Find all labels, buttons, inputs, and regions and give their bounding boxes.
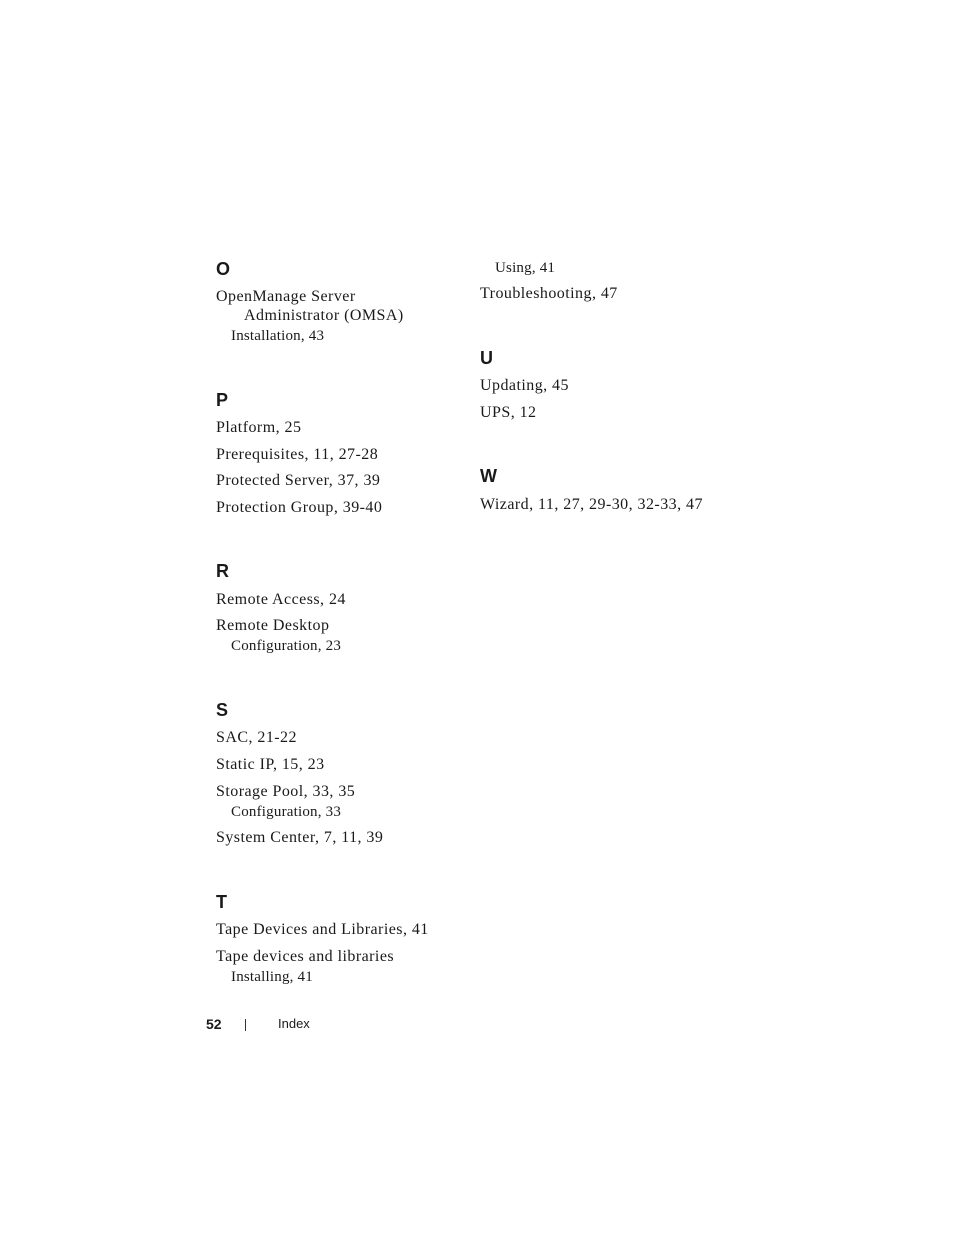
page-number: 52 — [206, 1016, 222, 1032]
section-heading-t: T — [216, 892, 227, 912]
section-heading-w: W — [480, 466, 497, 486]
index-entry: Wizard, 11, 27, 29-30, 32-33, 47 — [480, 496, 703, 513]
footer-section-label: Index — [278, 1016, 310, 1031]
index-entry: Updating, 45 — [480, 377, 569, 394]
footer-separator — [245, 1019, 246, 1031]
index-subentry: Configuration, 23 — [231, 638, 342, 654]
index-subentry: Installation, 43 — [231, 328, 325, 344]
index-entry: Tape Devices and Libraries, 41 — [216, 921, 429, 938]
index-entry: Protection Group, 39-40 — [216, 499, 383, 516]
index-subentry: Configuration, 33 — [231, 804, 342, 820]
index-entry: UPS, 12 — [480, 404, 537, 421]
index-entry: Platform, 25 — [216, 419, 302, 436]
index-entry: Storage Pool, 33, 35 — [216, 783, 356, 800]
section-heading-p: P — [216, 390, 229, 410]
index-subentry: Using, 41 — [495, 260, 556, 276]
section-heading-s: S — [216, 700, 229, 720]
section-heading-u: U — [480, 348, 493, 368]
index-entry: Remote Access, 24 — [216, 591, 346, 608]
index-entry: Prerequisites, 11, 27-28 — [216, 446, 379, 463]
index-subentry: Installing, 41 — [231, 969, 313, 985]
index-entry: SAC, 21-22 — [216, 729, 297, 746]
index-entry: Troubleshooting, 47 — [480, 285, 618, 302]
section-heading-o: O — [216, 259, 231, 279]
index-entry: System Center, 7, 11, 39 — [216, 829, 384, 846]
index-entry: Tape devices and libraries — [216, 948, 395, 965]
index-entry: OpenManage Server — [216, 288, 356, 305]
index-entry-continuation: Administrator (OMSA) — [244, 307, 404, 324]
index-entry: Protected Server, 37, 39 — [216, 472, 381, 489]
index-entry: Static IP, 15, 23 — [216, 756, 325, 773]
index-entry: Remote Desktop — [216, 617, 330, 634]
section-heading-r: R — [216, 561, 229, 581]
